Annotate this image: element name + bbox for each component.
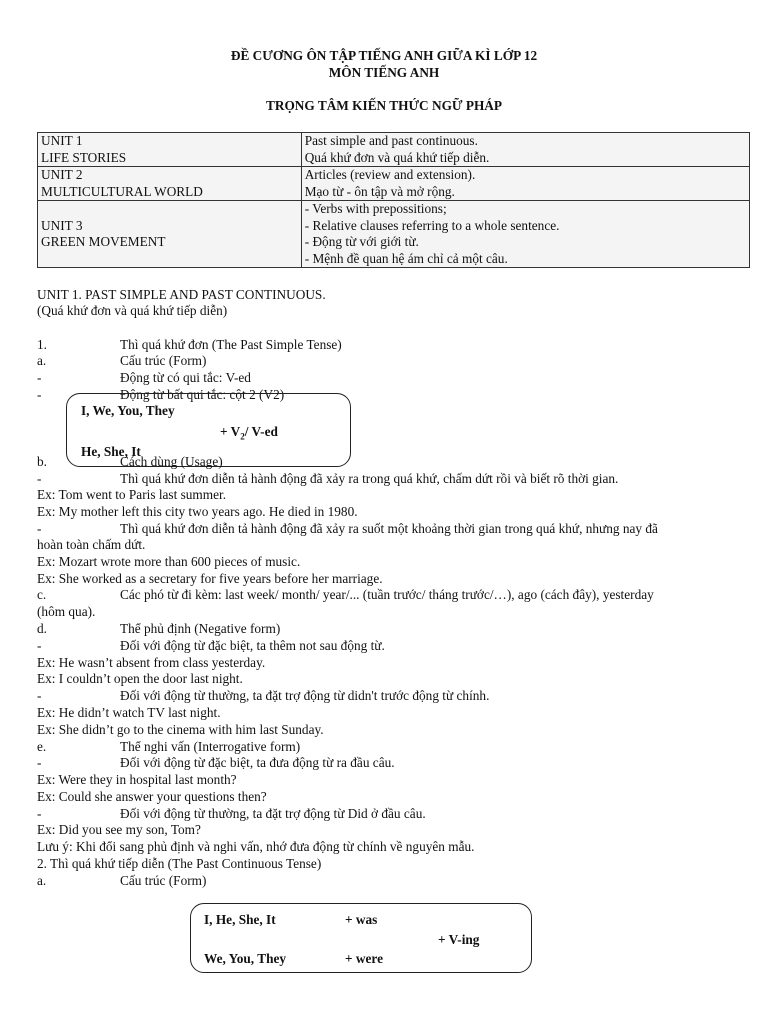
list-item [37, 688, 490, 704]
table-cell [301, 201, 749, 268]
list-marker: - [37, 806, 42, 821]
unit-name: MULTICULTURAL WORLD [41, 183, 203, 199]
formula-subscript: 2 [240, 431, 245, 442]
list-marker: e. [37, 739, 47, 754]
list-item [37, 370, 251, 386]
list-marker: - [37, 638, 42, 653]
unit1-subheading: (Quá khứ đơn và quá khứ tiếp diễn) [37, 303, 228, 318]
list-item [37, 337, 342, 353]
table-cell [38, 133, 302, 167]
formula-subject: I, He, She, It [204, 912, 276, 927]
list-text: Động từ bất qui tắc: cột 2 (V2) [120, 387, 285, 402]
section-heading: 2. Thì quá khứ tiếp diễn (The Past Continuous Tense) [37, 856, 322, 871]
formula-verb: + was [345, 912, 378, 927]
example-line: Ex: I couldn’t open the door last night. [37, 671, 243, 686]
list-text: Cấu trúc (Form) [120, 353, 207, 368]
list-item [37, 521, 658, 537]
list-item [37, 755, 395, 771]
example-line: Ex: My mother left this city two years ago. He died in 1980. [37, 504, 358, 519]
formula-subject: He, She, It [81, 444, 141, 459]
list-text: Thì quá khứ đơn diễn tả hành động đã xảy ra trong quá khứ, chấm dứt rồi và biết rõ thời gian. [120, 471, 619, 486]
topic-line: - Mệnh đề quan hệ ám chỉ cả một câu. [304, 250, 508, 266]
topic-line: Past simple and past continuous. [304, 133, 478, 148]
list-item [37, 638, 385, 654]
doc-subtitle: MÔN TIẾNG ANH [328, 65, 440, 80]
list-marker: a. [37, 353, 47, 368]
list-item [37, 454, 223, 470]
list-marker: a. [37, 873, 47, 888]
example-line: Ex: Could she answer your questions then? [37, 789, 267, 804]
example-line: Ex: He wasn’t absent from class yesterday. [37, 655, 266, 670]
topic-line: - Động từ với giới từ. [304, 234, 419, 249]
list-marker: - [37, 370, 42, 385]
formula-subject: We, You, They [204, 951, 287, 966]
list-text: Thể nghi vấn (Interrogative form) [120, 739, 301, 754]
list-marker: - [37, 755, 42, 770]
units-table [37, 132, 750, 268]
unit1-heading: UNIT 1. PAST SIMPLE AND PAST CONTINUOUS. [37, 287, 326, 302]
topic-line: Quá khứ đơn và quá khứ tiếp diễn. [304, 149, 490, 165]
list-text: Cách dùng (Usage) [120, 454, 223, 469]
example-line: Ex: She didn’t go to the cinema with him last Sunday. [37, 722, 324, 737]
list-item [37, 739, 301, 755]
list-text: Thì quá khứ đơn (The Past Simple Tense) [120, 337, 342, 352]
list-marker: - [37, 521, 42, 536]
example-line: Ex: She worked as a secretary for five years before her marriage. [37, 571, 383, 586]
list-text: Các phó từ đi kèm: last week/ month/ year/... (tuần trước/ tháng trước/…), ago (cách đây), yesterday [120, 587, 654, 602]
table-cell [301, 167, 749, 201]
table-row [38, 167, 750, 201]
unit-label: UNIT 1 [41, 133, 83, 148]
topic-line: Mạo từ - ôn tập và mở rộng. [304, 183, 455, 199]
list-marker: - [37, 688, 42, 703]
list-item [37, 387, 285, 403]
list-item [37, 353, 207, 369]
list-text: Động từ có qui tắc: V-ed [120, 370, 251, 385]
formula-subject: I, We, You, They [81, 403, 175, 418]
unit-name: GREEN MOVEMENT [41, 234, 166, 249]
example-line: Ex: Mozart wrote more than 600 pieces of music. [37, 554, 301, 569]
section-title: TRỌNG TÂM KIẾN THỨC NGỮ PHÁP [265, 98, 503, 113]
list-marker: b. [37, 454, 47, 469]
doc-title: ĐỀ CƯƠNG ÔN TẬP TIẾNG ANH GIỮA KÌ LỚP 12 [230, 48, 538, 63]
list-text: Thì quá khứ đơn diễn tả hành động đã xảy ra suốt một khoảng thời gian trong quá khứ, nhưng nay đã [120, 521, 658, 536]
note-line: Lưu ý: Khi đổi sang phủ định và nghi vấn, nhớ đưa động từ chính về nguyên mẫu. [37, 839, 475, 854]
formula-verb-ing: + V-ing [438, 932, 480, 947]
list-text-continued: (hôm qua). [37, 604, 96, 619]
topic-line: - Verbs with prepossitions; [304, 201, 447, 216]
formula-verb: + were [345, 951, 383, 966]
table-row [38, 133, 750, 167]
list-marker: - [37, 387, 42, 402]
list-text: Đối với động từ đặc biệt, ta thêm not sau động từ. [120, 638, 385, 653]
list-marker: 1. [37, 337, 47, 352]
list-text: Đối với động từ đặc biệt, ta đưa động từ ra đầu câu. [120, 755, 395, 770]
topic-line: - Relative clauses referring to a whole sentence. [304, 217, 560, 233]
table-cell [38, 201, 302, 268]
formula-verb [220, 424, 278, 442]
example-line: Ex: Did you see my son, Tom? [37, 822, 201, 837]
example-line: Ex: Were they in hospital last month? [37, 772, 237, 787]
table-cell [38, 167, 302, 201]
list-item [37, 471, 619, 487]
formula-suffix: / V-ed [244, 424, 278, 439]
list-item [37, 587, 654, 603]
list-text: Thể phủ định (Negative form) [120, 621, 281, 636]
list-item [37, 806, 426, 822]
list-text-continued: hoàn toàn chấm dứt. [37, 537, 146, 552]
list-marker: c. [37, 587, 47, 602]
unit-name: LIFE STORIES [41, 149, 127, 165]
list-text: Cấu trúc (Form) [120, 873, 207, 888]
table-cell [301, 133, 749, 167]
unit-label: UNIT 3 [41, 217, 83, 233]
list-marker: d. [37, 621, 47, 636]
example-line: Ex: Tom went to Paris last summer. [37, 487, 227, 502]
list-marker: - [37, 471, 42, 486]
topic-line: Articles (review and extension). [304, 167, 476, 182]
list-item [37, 873, 207, 889]
example-line: Ex: He didn’t watch TV last night. [37, 705, 221, 720]
unit-label: UNIT 2 [41, 167, 83, 182]
table-row [38, 201, 750, 268]
list-text: Đối với động từ thường, ta đặt trợ động từ didn't trước động từ chính. [120, 688, 490, 703]
list-text: Đối với động từ thường, ta đặt trợ động từ Did ở đầu câu. [120, 806, 426, 821]
list-item [37, 621, 281, 637]
formula-prefix: + V [220, 424, 241, 439]
